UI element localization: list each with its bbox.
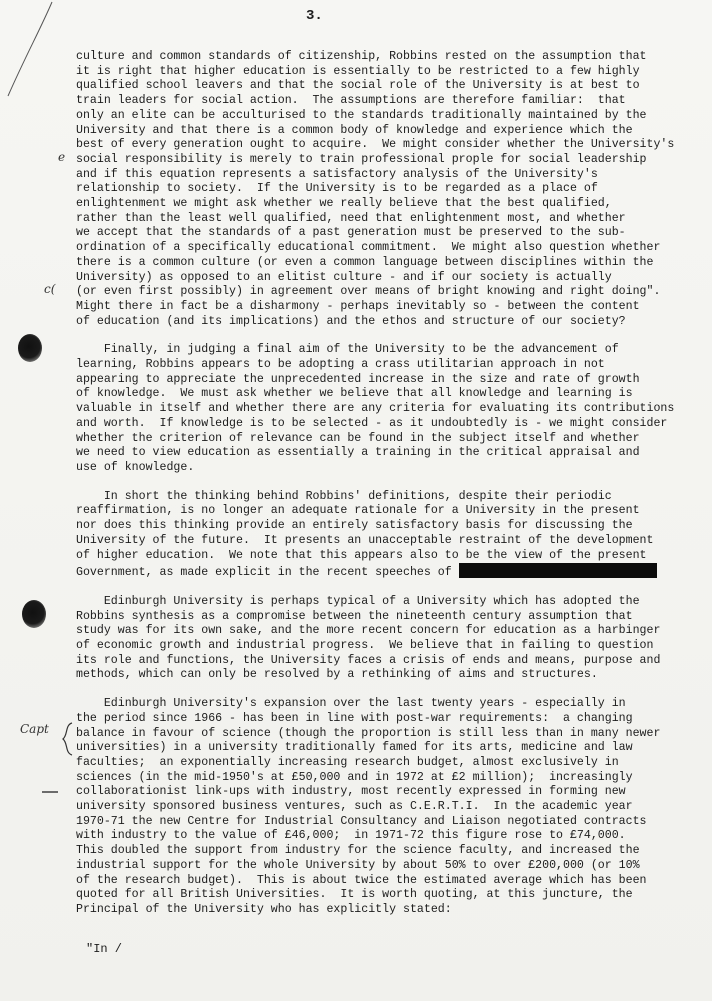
text-line: learning, Robbins appears to be adopting a crass utilitarian approach in not xyxy=(76,358,605,372)
text-line: its role and functions, the University faces a crisis of ends and means, purpose and xyxy=(76,653,661,667)
text-line: we need to view education as essentially a training in the critical appraisal and xyxy=(76,446,640,460)
document-body xyxy=(76,50,675,932)
text-line: reaffirmation, is no longer an adequate rationale for a University in the present xyxy=(76,504,640,518)
text-line: Principal of the University who has explicitly stated: xyxy=(76,902,452,916)
margin-dash-mark xyxy=(40,787,60,797)
text-line: (or even first possibly) in agreement over means of bright knowing and right doing". xyxy=(76,285,661,299)
text-line: 1970-71 the new Centre for Industrial Consultancy and Liaison negotiated contracts xyxy=(76,814,647,828)
text-line: we accept that the standards of a past generation must be preserved to the sub- xyxy=(76,226,626,240)
text-line: train leaders for social action. The assumptions are therefore familiar: that xyxy=(76,94,626,108)
text-line: Robbins synthesis as a compromise between the nineteenth century assumption that xyxy=(76,609,633,623)
text-line: there is a common culture (or even a common language between disciplines within the xyxy=(76,255,654,269)
text-line: University of the future. It presents an unacceptable restraint of the development xyxy=(76,533,654,547)
text-line: rather than the least well qualified, need that enlightenment most, and whether xyxy=(76,211,626,225)
text-line: and worth. If knowledge is to be selected - as it undoubtedly is - we might consider xyxy=(76,416,668,430)
text-line: Edinburgh University's expansion over the last twenty years - especially in xyxy=(76,697,626,711)
text-line: it is right that higher education is essentially to be restricted to a few highly xyxy=(76,64,640,78)
text-line: sciences (in the mid-1950's at £50,000 and in 1972 at £2 million); increasingly xyxy=(76,770,633,784)
text-line: valuable in itself and whether there are any criteria for evaluating its contributions xyxy=(76,402,675,416)
paragraph-4 xyxy=(76,595,666,683)
margin-note-capt: Capt xyxy=(20,722,49,736)
margin-note-e: e xyxy=(58,150,66,164)
text-line: balance in favour of science (though the proportion is still less than in many newer xyxy=(76,726,661,740)
text-line: methods, which can only be resolved by a rethinking of aims and structures. xyxy=(76,668,598,682)
text-line: of economic growth and industrial progress. We believe that in failing to question xyxy=(76,639,654,653)
text-line: study was for its own sake, and the more recent concern for education as a harbinger xyxy=(76,624,661,638)
text-line: relationship to society. If the University is to be regarded as a place of xyxy=(76,182,598,196)
punch-hole-mark xyxy=(22,600,46,628)
text-line: University and that there is a common body of knowledge and experience which the xyxy=(76,123,633,137)
text-line: university sponsored business ventures, such as C.E.R.T.I. In the academic year xyxy=(76,800,633,814)
text-line-with-redaction xyxy=(76,563,666,581)
text-line: of higher education. We note that this appears also to be the view of the present xyxy=(76,548,647,562)
paragraph-2 xyxy=(76,343,675,475)
text-line: universities) in a university traditionally famed for its arts, medicine and law xyxy=(76,741,633,755)
paragraph-5 xyxy=(76,697,666,918)
text-line: qualified school leavers and that the social role of the University is at best to xyxy=(76,79,640,93)
text-line: and if this equation represents a satisfactory analysis of the University's xyxy=(76,167,598,181)
text-line: faculties; an exponentially increasing research budget, almost exclusively in xyxy=(76,755,619,769)
text-line: nor does this thinking provide an entirely satisfactory basis for discussing the xyxy=(76,519,633,533)
punch-hole-mark xyxy=(18,334,42,362)
text-line: industrial support for the whole University by about 50% to over £200,000 (or 10% xyxy=(76,858,640,872)
text-line: with industry to the value of £46,000; in 1971-72 this figure rose to £74,000. xyxy=(76,829,626,843)
text-line: collaborationist link-ups with industry, most recently expressed in forming new xyxy=(76,785,626,799)
text-line: Finally, in judging a final aim of the University to be the advancement of xyxy=(76,343,619,357)
text-line: social responsibility is merely to train professional prople for social leadership xyxy=(76,152,647,166)
text-line: of education (and its implications) and the ethos and structure of our society? xyxy=(76,314,626,328)
continuation-catchword: "In / xyxy=(86,942,123,956)
text-line: In short the thinking behind Robbins' definitions, despite their periodic xyxy=(76,489,612,503)
text-line: University) as opposed to an elitist culture - and if our society is actually xyxy=(76,270,612,284)
text-line: the period since 1966 - has been in line with post-war requirements: a changing xyxy=(76,711,633,725)
text-line: of the research budget). This is about twice the estimated average which has been xyxy=(76,873,647,887)
text-line: Edinburgh University is perhaps typical of a University which has adopted the xyxy=(76,594,640,608)
paragraph-3 xyxy=(76,490,666,581)
margin-note-c: c( xyxy=(44,282,56,296)
paragraph-1 xyxy=(76,50,675,329)
text-line: ordination of a specifically educational commitment. We might also question whether xyxy=(76,241,661,255)
text-line: of knowledge. We must ask whether we believe that all knowledge and learning is xyxy=(76,387,633,401)
page-number: 3. xyxy=(306,8,323,24)
text-line: best of every generation ought to acquire. We might consider whether the University's xyxy=(76,138,675,152)
text-line: This doubled the support from industry for the science faculty, and increased the xyxy=(76,844,640,858)
margin-bracket xyxy=(60,722,74,756)
text-line: quoted for all British Universities. It is worth quoting, at this juncture, the xyxy=(76,888,633,902)
text-line: only an elite can be acculturised to the standards traditionally maintained by the xyxy=(76,108,647,122)
text-line: appearing to appreciate the unprecedented increase in the size and rate of growth xyxy=(76,372,640,386)
text-line: Might there in fact be a disharmony - perhaps inevitably so - between the content xyxy=(76,299,640,313)
text-line: use of knowledge. xyxy=(76,460,195,474)
redaction-bar xyxy=(459,563,657,578)
text-line: culture and common standards of citizenship, Robbins rested on the assumption that xyxy=(76,50,647,63)
margin-pen-stroke xyxy=(0,0,60,100)
text-fragment: Government, as made explicit in the recent speeches of xyxy=(76,566,459,580)
text-line: whether the criterion of relevance can be found in the subject itself and whether xyxy=(76,431,640,445)
text-line: enlightenment we might ask whether we really believe that the best qualified, xyxy=(76,197,612,211)
